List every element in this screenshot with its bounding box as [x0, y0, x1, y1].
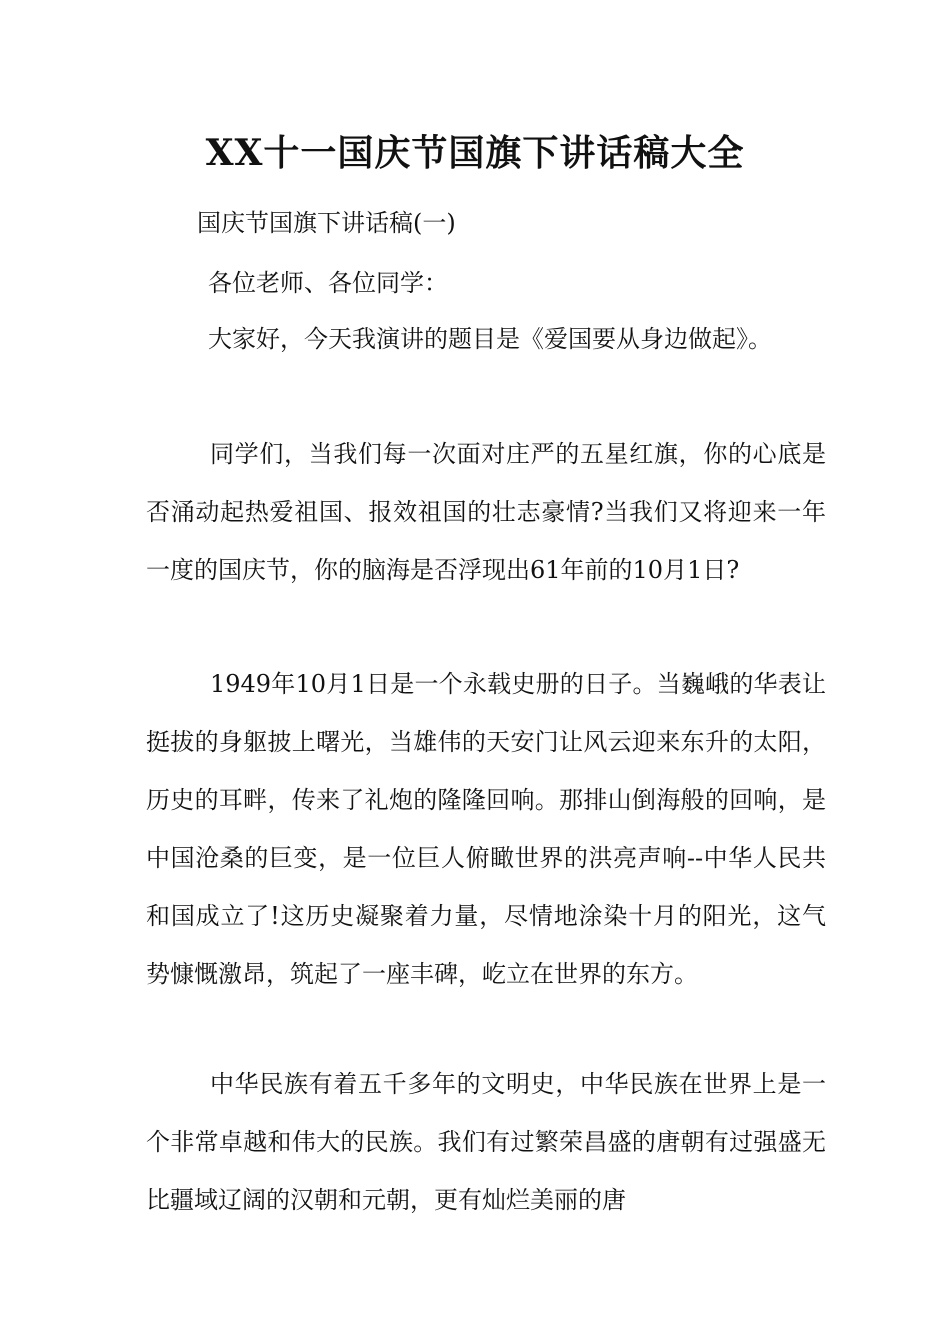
speech-subtitle: 国庆节国旗下讲话稿(一) — [197, 209, 456, 237]
body-paragraph: 1949年10月1日是一个永载史册的日子。当巍峨的华表让挺拔的身躯披上曙光，当雄伟的天安门让风云迎来东升的太阳，历史的耳畔，传来了礼炮的隆隆回响。那排山倒海般的回响，是中国沧桑的巨变，是一位巨人俯瞰世界的洪亮声响--中华人民共和国成立了!这历史凝聚着力量，尽情地涂染十月的阳光，这气势慷慨激昂，筑起了一座丰碑，屹立在世界的东方。 — [146, 670, 826, 988]
body-paragraph: 同学们，当我们每一次面对庄严的五星红旗，你的心底是否涌动起热爱祖国、报效祖国的壮志豪情?当我们又将迎来一年一度的国庆节，你的脑海是否浮现出61年前的10月1日? — [146, 440, 826, 584]
speech-greeting: 各位老师、各位同学： — [208, 269, 448, 297]
document-title: XX十一国庆节国旗下讲话稿大全 — [205, 132, 745, 174]
speech-intro: 大家好，今天我演讲的题目是《爱国要从身边做起》。 — [208, 325, 772, 353]
body-paragraph: 中华民族有着五千多年的文明史，中华民族在世界上是一个非常卓越和伟大的民族。我们有过繁荣昌盛的唐朝有过强盛无比疆域辽阔的汉朝和元朝，更有灿烂美丽的唐 — [146, 1070, 826, 1214]
